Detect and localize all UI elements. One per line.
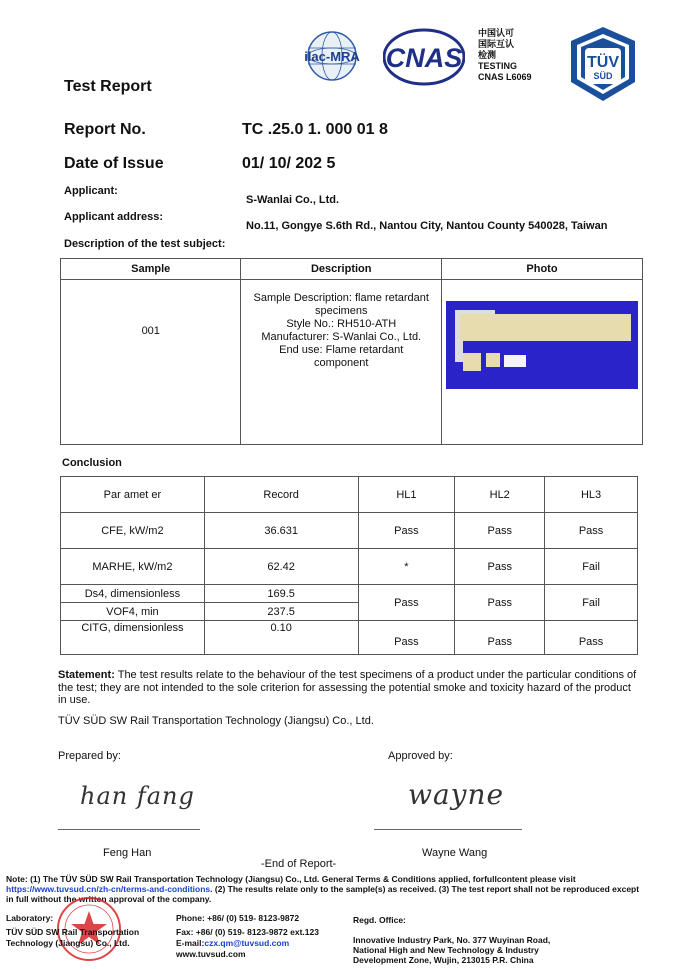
- office-line: Development Zone, Wujin, 213015 P.R. China: [353, 955, 534, 965]
- table-cell: Ds4, dimensionless: [61, 585, 205, 603]
- date-value: 01/ 10/ 202 5: [242, 155, 336, 172]
- lab-label: Laboratory:: [6, 913, 54, 923]
- end-of-report: -End of Report-: [261, 858, 337, 870]
- lab-line: Technology (Jiangsu) Co., Ltd.: [6, 938, 130, 948]
- table-header-row: [61, 259, 643, 280]
- fax: Fax: +86/ (0) 519- 8123-9872 ext.123: [176, 927, 319, 937]
- table-cell: Pass: [545, 621, 638, 655]
- address-label: Applicant address:: [64, 211, 164, 223]
- conclusion-table: [60, 476, 638, 655]
- table-header-cell: Par amet er: [61, 477, 205, 513]
- company-name: TÜV SÜD SW Rail Transportation Technology (Jiangsu) Co., Ltd.: [58, 715, 374, 727]
- table-row: [61, 513, 638, 549]
- prepared-name: Feng Han: [103, 847, 152, 859]
- footnote-line: Note: (1) The TÜV SÜD SW Rail Transportation Technology (Jiangsu) Co., Ltd. General Terms & Conditions applied, forfullcontent please visit: [6, 874, 576, 884]
- office-label: Regd. Office:: [353, 915, 406, 925]
- table-cell: 36.631: [204, 513, 358, 549]
- cnas-accreditation-text: [478, 28, 532, 83]
- table-header-cell: Description: [241, 259, 442, 280]
- phone: Phone: +86/ (0) 519- 8123-9872: [176, 913, 300, 923]
- approved-signature-line: [374, 829, 522, 830]
- table-cell: Pass: [455, 549, 545, 585]
- description-cell: [241, 280, 442, 445]
- footnote-line: in full without the written approval of the company.: [6, 894, 212, 904]
- cnas-text: CNAS: [385, 43, 463, 73]
- table-cell: Pass: [358, 513, 455, 549]
- applicant-value: S-Wanlai Co., Ltd.: [246, 194, 340, 206]
- report-number-value: TC .25.0 1. 000 01 8: [242, 121, 388, 138]
- prepared-signature-line: [58, 829, 200, 830]
- table-row: [61, 549, 638, 585]
- table-cell: 237.5: [204, 603, 358, 621]
- table-cell: Pass: [545, 513, 638, 549]
- statement: Statement: The test results relate to the behaviour of the test specimens of a product under the particular conditions of the test; they are not intended to the sole criterion for assessing the potential smoke and toxicity hazard of the product in use.: [58, 669, 637, 706]
- office-line: Innovative Industry Park, No. 377 Wuyinan Road,: [353, 935, 551, 945]
- cnas-cn-line: 国际互认: [478, 39, 515, 49]
- conclusion-label: Conclusion: [62, 457, 122, 469]
- approved-by-label: Approved by:: [388, 750, 453, 762]
- footnote-text: . (2) The results relate only to the sample(s) as received. (3) The test report shall not be reproduced except: [210, 884, 640, 894]
- date-label: Date of Issue: [64, 155, 164, 172]
- sample-table: [60, 258, 643, 445]
- statement-label: Statement: [58, 669, 112, 681]
- table-cell: Pass: [455, 513, 545, 549]
- table-cell: Fail: [545, 585, 638, 621]
- tuv-sud-logo: [563, 24, 643, 104]
- table-header-cell: Photo: [442, 259, 643, 280]
- ilac-mra-logo: [296, 30, 368, 82]
- description-line: Style No.: RH510-ATH: [286, 318, 397, 330]
- email-label: E-mail:: [176, 938, 205, 948]
- cnas-cn-line: TESTING: [478, 61, 518, 71]
- table-cell: *: [358, 549, 455, 585]
- cnas-logo: [383, 28, 465, 86]
- report-number-label: Report No.: [64, 121, 146, 138]
- approved-signature: wayne: [408, 778, 505, 811]
- table-row: [61, 585, 638, 603]
- tuv-text: TÜV: [587, 54, 619, 71]
- table-cell: CFE, kW/m2: [61, 513, 205, 549]
- applicant-label: Applicant:: [64, 185, 118, 197]
- lab-line: TÜV SÜD SW Rail Transportation: [6, 927, 140, 937]
- email-link[interactable]: czx.qm@tuvsud.com: [204, 938, 290, 948]
- table-cell: 0.10: [204, 621, 358, 655]
- table-row: [61, 280, 643, 445]
- table-header-cell: Sample: [61, 259, 241, 280]
- sample-photo: [446, 301, 638, 389]
- prepared-signature: han fang: [80, 782, 195, 810]
- table-header-cell: Record: [204, 477, 358, 513]
- prepared-by-label: Prepared by:: [58, 750, 121, 762]
- table-cell: CITG, dimensionless: [61, 621, 205, 655]
- table-row: [61, 621, 638, 655]
- address-value: No.11, Gongye S.6th Rd., Nantou City, Nantou County 540028, Taiwan: [246, 220, 608, 232]
- table-header-row: [61, 477, 638, 513]
- photo-cell: [442, 280, 643, 445]
- subject-label: Description of the test subject:: [64, 238, 226, 250]
- statement-text: The test results relate to the behaviour of the test specimens of a product under the particular conditions of the test; they are not intended to the sole criterion for assessing the potential smoke and toxicity hazard of the product in use.: [58, 669, 637, 706]
- description-line: End use: Flame retardant: [279, 344, 404, 356]
- table-cell: VOF4, min: [61, 603, 205, 621]
- cnas-cn-line: 中国认可: [478, 28, 515, 38]
- table-cell: Fail: [545, 549, 638, 585]
- sample-id: 001: [141, 325, 160, 337]
- sample-id-cell: [61, 280, 241, 445]
- cnas-cn-line: CNAS L6069: [478, 72, 532, 82]
- description-line: Manufacturer: S-Wanlai Co., Ltd.: [261, 331, 422, 343]
- table-cell: Pass: [358, 621, 455, 655]
- cnas-cn-line: 检测: [478, 50, 497, 60]
- table-cell: 62.42: [204, 549, 358, 585]
- office-line: National High and New Technology & Industry: [353, 945, 539, 955]
- description-line: specimens: [314, 305, 368, 317]
- sud-text: SÜD: [593, 71, 613, 81]
- website-link[interactable]: www.tuvsud.com: [176, 949, 246, 959]
- table-header-cell: HL3: [545, 477, 638, 513]
- table-cell: 169.5: [204, 585, 358, 603]
- lab-info: [6, 913, 139, 949]
- ilac-text: ilac-MRA: [304, 49, 360, 64]
- table-header-cell: HL2: [455, 477, 545, 513]
- description-line: component: [314, 357, 369, 369]
- table-cell: Pass: [455, 621, 545, 655]
- terms-link[interactable]: https://www.tuvsud.cn/zh-cn/terms-and-conditions: [6, 884, 211, 894]
- table-cell: Pass: [358, 585, 455, 621]
- description-line: Sample Description: flame retardant: [253, 292, 429, 304]
- table-cell: MARHE, kW/m2: [61, 549, 205, 585]
- table-header-cell: HL1: [358, 477, 455, 513]
- office-info: [353, 915, 550, 965]
- table-cell: Pass: [455, 585, 545, 621]
- approved-name: Wayne Wang: [422, 847, 488, 859]
- contact-info: [176, 913, 319, 960]
- page-title: Test Report: [64, 78, 152, 95]
